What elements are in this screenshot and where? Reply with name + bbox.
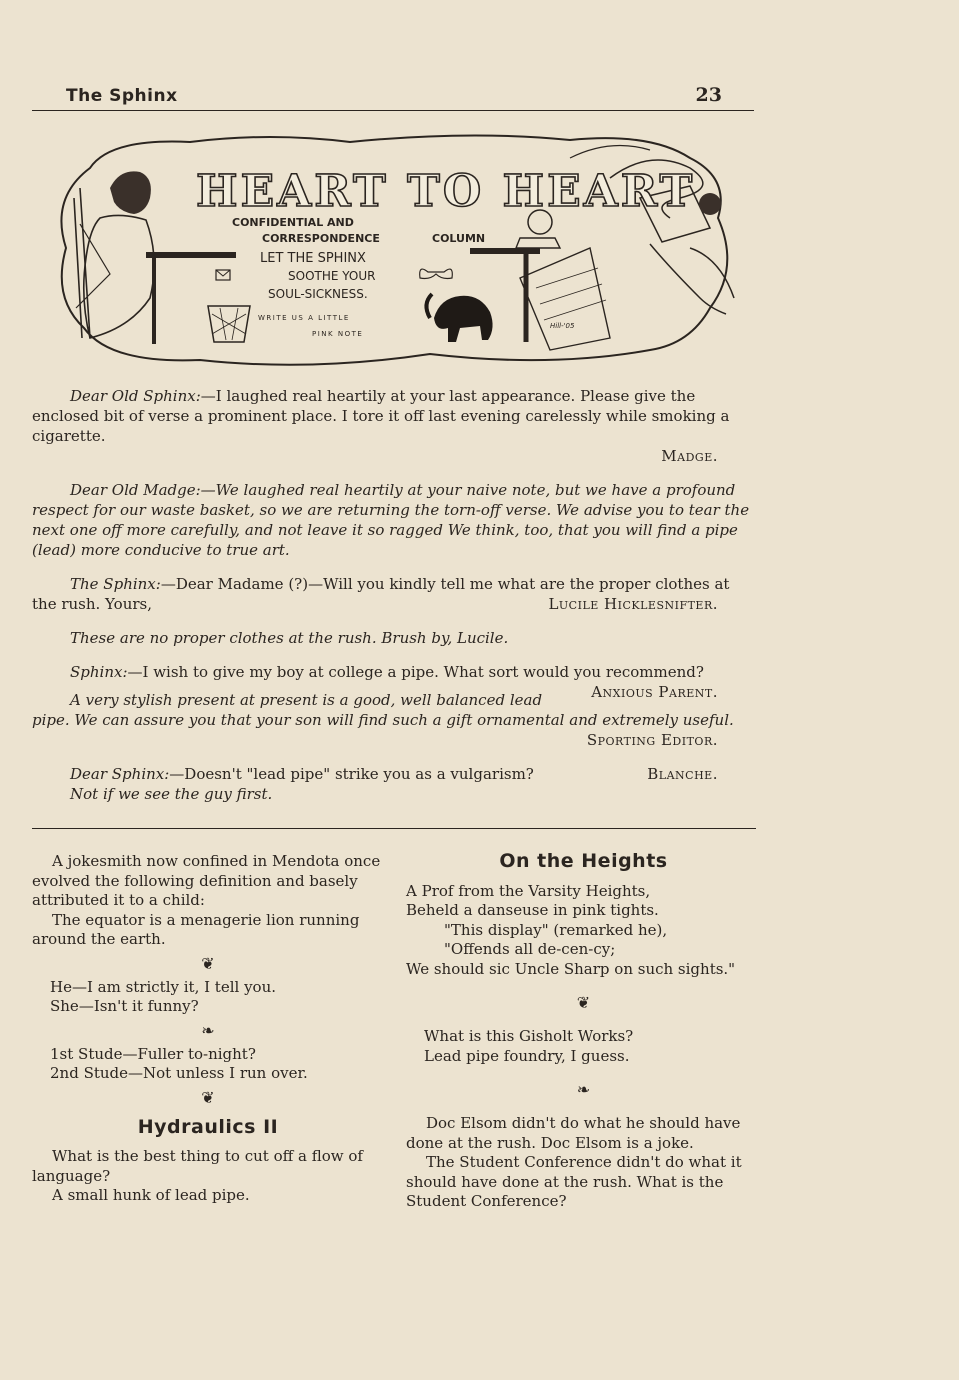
dialogue-line: 1st Stude—Fuller to-night? <box>50 1044 256 1063</box>
letter-body: —Dear Madame (?)—Will you kindly tell me what are the proper clothes at the rush. Yours, <box>32 575 730 613</box>
verse-line: Beheld a danseuse in pink tights. <box>406 901 659 919</box>
running-head <box>32 84 754 111</box>
banner-line-soothe: SOOTHE YOUR <box>288 269 376 283</box>
running-head-title: The Sphinx <box>66 86 178 106</box>
leaf-ornament-icon: ❦ <box>201 953 215 973</box>
reply-blanche: Not if we see the guy first. <box>70 785 273 803</box>
banner-line-correspondence: CORRESPONDENCE <box>262 232 380 245</box>
banner-line-let-the-sphinx: LET THE SPHINX <box>260 251 366 266</box>
letter-body: —I wish to give my boy at college a pipe. What sort would you recommend? <box>127 663 704 681</box>
artist-signature: Hill-'05 <box>550 322 575 330</box>
leaf-ornament-icon: ❦ <box>576 993 591 1012</box>
letter-salutation: Sphinx: <box>70 663 128 681</box>
banner-line-confidential: CONFIDENTIAL AND <box>232 216 354 229</box>
banner-title: HEART TO HEART <box>196 166 696 217</box>
letter-parent <box>32 662 758 701</box>
gisholt-answer: Lead pipe foundry, I guess. <box>424 1046 630 1065</box>
section-divider <box>32 828 756 829</box>
leaf-ornament-icon: ❧ <box>576 1080 591 1099</box>
bow-icon <box>420 269 453 278</box>
leaf-ornament-icon: ❧ <box>201 1020 215 1040</box>
reply-madge: Dear Old Madge:—We laughed real heartily at your naive note, but we have a profound respect for our waste basket, so we are returning the torn-off verse. We advise you to tear the next one off more carefully, and not leave it so ragged We think, too, that you will find a pipe (lead) more conducive to true art. <box>32 481 750 559</box>
leaf-ornament-icon: ❦ <box>201 1087 215 1107</box>
dialogue-line: He—I am strictly it, I tell you. <box>50 977 277 996</box>
reply-parent: A very stylish present at present is a good, well balanced lead pipe. We can assure you that your son will find such a gift ornamental and extremely useful. <box>32 691 734 729</box>
verse-line: We should sic Uncle Sharp on such sights." <box>406 959 736 978</box>
verse-line: A Prof from the Varsity Heights, <box>406 881 651 900</box>
reply-signature: Sporting Editor. <box>586 731 718 749</box>
left-column <box>32 852 384 1206</box>
letter-blanche <box>32 764 758 784</box>
correspondence-column <box>32 386 758 804</box>
letter-body: —Doesn't "lead pipe" strike you as a vulgarism? <box>169 765 534 783</box>
letter-signature: Blanche. <box>647 765 718 783</box>
dialogue-line: She—Isn't it funny? <box>50 997 199 1015</box>
hydraulics-heading: Hydraulics II <box>137 1115 279 1138</box>
letter-signature: Anxious Parent. <box>591 683 718 701</box>
on-the-heights-heading: On the Heights <box>499 850 668 872</box>
right-column <box>406 852 761 1212</box>
banner-line-write-us: WRITE US A LITTLE <box>258 314 350 322</box>
elsom-paragraph: Doc Elsom didn't do what he should have done at the rush. Doc Elsom is a joke. <box>406 1114 741 1152</box>
letter-signature: Lucile Hicklesnifter. <box>548 595 718 613</box>
letter-salutation: Dear Old Sphinx: <box>70 387 201 405</box>
letter-lucile <box>32 574 758 614</box>
hydraulics-answer: A small hunk of lead pipe. <box>52 1186 250 1204</box>
reply-lucile: These are no proper clothes at the rush. Brush by, Lucile. <box>70 629 509 647</box>
banner-line-column: COLUMN <box>432 232 486 245</box>
letter-signature: Madge. <box>661 447 718 465</box>
hydraulics-question: What is the best thing to cut off a flow of language? <box>32 1147 363 1185</box>
page-number: 23 <box>695 84 722 106</box>
jokesmith-paragraph: A jokesmith now confined in Mendota once evolved the following definition and basely attributed it to a child: <box>32 852 381 909</box>
banner-drawing <box>50 128 740 374</box>
equator-joke: The equator is a menagerie lion running around the earth. <box>32 910 360 948</box>
verse-line: "Offends all de-cen-cy; <box>444 940 616 958</box>
letter-salutation: Dear Sphinx: <box>70 765 170 783</box>
letter-salutation: The Sphinx: <box>70 575 161 593</box>
dialogue-line: 2nd Stude—Not unless I run over. <box>50 1064 308 1082</box>
letter-madge <box>32 386 758 466</box>
gisholt-question: What is this Gisholt Works? <box>424 1027 634 1045</box>
conference-paragraph: The Student Conference didn't do what it should have done at the rush. What is the Student Conference? <box>406 1153 742 1210</box>
banner-line-soul-sickness: SOUL-SICKNESS. <box>268 287 368 301</box>
heart-to-heart-banner-illustration <box>50 128 740 374</box>
verse-line: "This display" (remarked he), <box>444 920 668 939</box>
banner-line-pink-note: PINK NOTE <box>312 330 364 338</box>
letter-body: —I laughed real heartily at your last appearance. Please give the enclosed bit of verse a prominent place. I tore it off last evening carelessly while smoking a cigarette. <box>32 387 730 445</box>
